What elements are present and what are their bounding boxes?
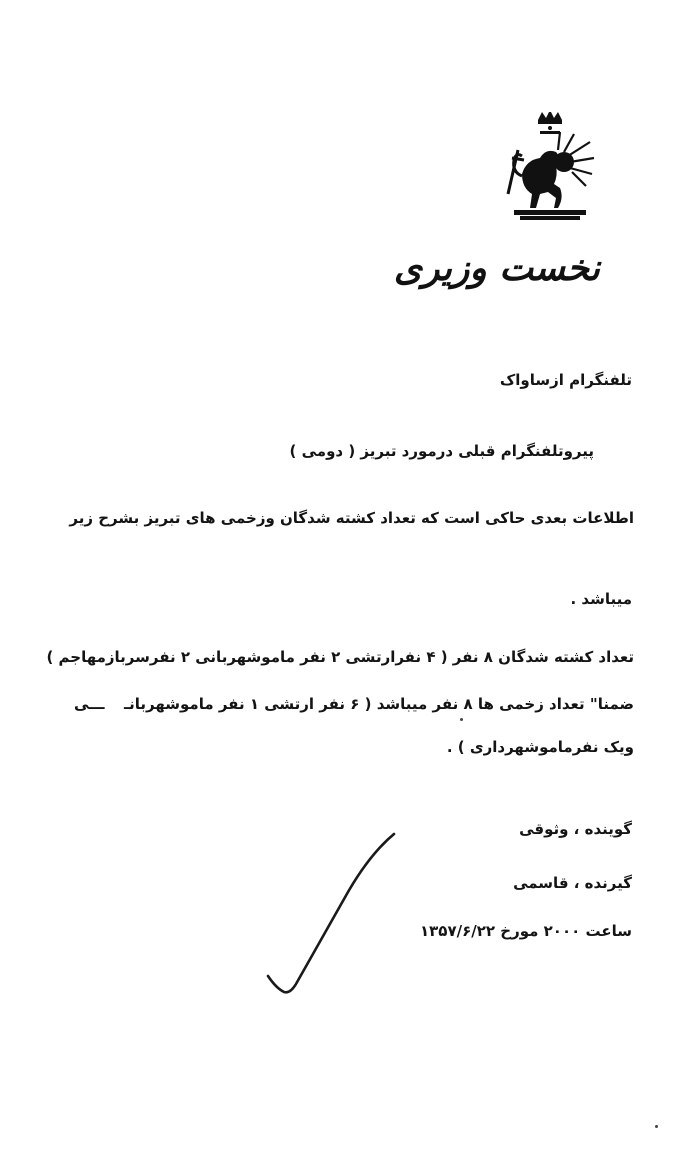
paragraph-line: میباشد . xyxy=(570,590,632,608)
paragraph-line: اطلاعات بعدی حاکی است که تعداد کشته شدگان وزخمی های تبریز بشرح زیر xyxy=(69,509,634,527)
wounded-count-line-end: ـــی xyxy=(74,695,105,713)
handwritten-check-mark-icon xyxy=(262,828,402,998)
telegram-sender-line: تلفنگرام ازساواک xyxy=(499,371,632,389)
sender-name: گوینده ، وثوقی xyxy=(519,820,632,838)
wounded-count-line xyxy=(74,693,634,715)
wounded-count-line-start: ضمنا" تعداد زخمی ها ۸ نفر میباشد ( ۶ نفر ارتشی ۱ نفر ماموشهربانـ xyxy=(124,695,634,713)
date-time-line: ساعت ۲۰۰۰ مورخ ۱۳۵۷/۶/۲۲ xyxy=(420,922,632,940)
ink-speck xyxy=(460,718,463,721)
ink-speck xyxy=(655,1125,658,1128)
wounded-count-line-continued: ویک نفرماموشهرداری ) . xyxy=(446,738,634,756)
letterhead-title: نخست وزیری xyxy=(393,247,600,289)
lion-and-sun-emblem-icon xyxy=(500,112,600,224)
killed-count-line: تعداد کشته شدگان ۸ نفر ( ۴ نفرارتشی ۲ نفر ماموشهربانی ۲ نفرسربازمهاجم ) xyxy=(46,648,634,666)
receiver-name: گیرنده ، قاسمی xyxy=(513,874,632,892)
telegram-subject-line: پیروتلفنگرام قبلی درمورد تبریز ( دومی ) xyxy=(289,442,594,460)
